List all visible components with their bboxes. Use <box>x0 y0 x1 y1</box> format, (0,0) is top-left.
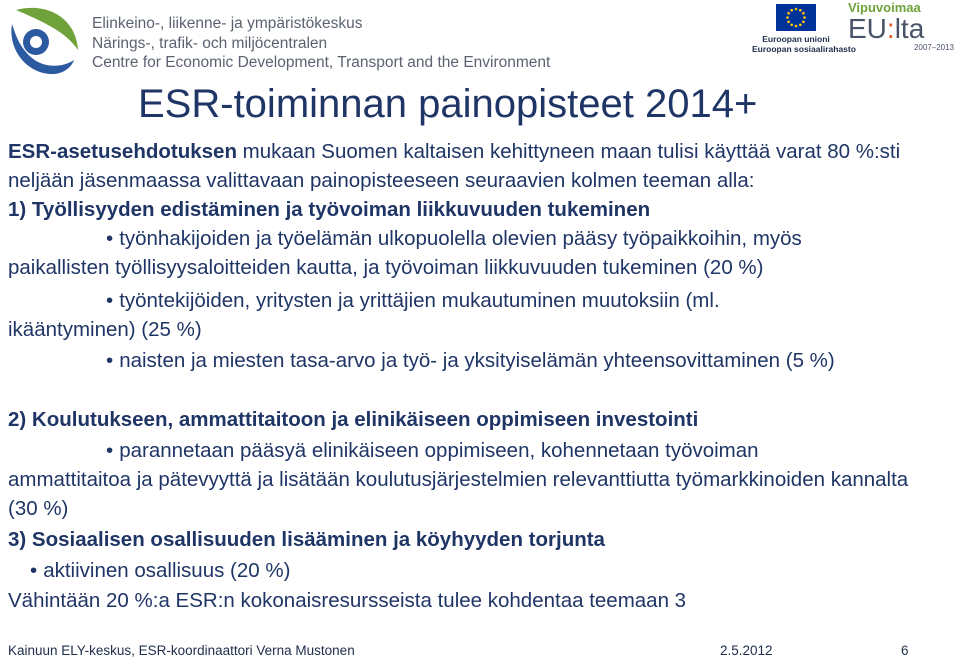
list-item-text: naisten ja miesten tasa-arvo ja työ- ja yksityiselämän yhteensovittaminen (5 %) <box>119 349 835 372</box>
list-item <box>8 224 953 253</box>
list-item-continuation: paikallisten työllisyysaloitteiden kautta, ja työvoiman liikkuvuuden tukeminen (20 %) <box>8 256 764 279</box>
ely-logo-icon <box>6 2 80 76</box>
org-name-fi: Elinkeino-, liikenne- ja ympäristökeskus <box>92 15 363 32</box>
bullet-icon: • <box>30 559 38 582</box>
list-item-text: työntekijöiden, yritysten ja yrittäjien mukautuminen muutoksiin (ml. <box>119 289 720 312</box>
list-item <box>8 286 953 315</box>
list-item-text: työnhakijoiden ja työelämän ulkopuolella olevien pääsy työpaikkoihin, myös <box>119 227 802 250</box>
list-item-text: aktiivinen osallisuus (20 %) <box>43 559 291 582</box>
organization-name <box>92 14 550 73</box>
footer-author: Kainuun ELY-keskus, ESR-koordinaattori Verna Mustonen <box>8 643 355 658</box>
intro-paragraph <box>8 137 953 195</box>
vipuvoimaa-title: Vipuvoimaa <box>848 0 921 15</box>
vipuvoimaa-logo <box>848 0 960 52</box>
org-name-en: Centre for Economic Development, Transport and the Environment <box>92 54 551 71</box>
closing-statement: Vähintään 20 %:a ESR:n kokonaisresursseista tulee kohdentaa teemaan 3 <box>8 589 687 612</box>
slide-body <box>8 137 953 615</box>
eulta-left: EU <box>848 13 887 44</box>
list-item-continuation: ammattitaitoa ja pätevyyttä ja lisätään koulutusjärjestelmien relevanttiutta työmarkkinoiden kannalta (30 %) <box>8 468 909 520</box>
eulta-wordmark <box>848 15 960 43</box>
intro-text: mukaan Suomen kaltaisen kehittyneen maan tulisi käyttää varat 80 %:sti neljään jäsenmaassa valittavaan painopisteeseen seuraavien kolmen teeman alla: <box>8 140 901 192</box>
list-item <box>8 346 953 375</box>
eu-emblem <box>752 4 856 54</box>
bullet-icon: • <box>106 439 114 462</box>
list-item <box>8 556 953 585</box>
section-3-heading: 3) Sosiaalisen osallisuuden lisääminen ja köyhyyden torjunta <box>8 528 605 551</box>
eu-flag-icon <box>776 4 816 31</box>
eulta-right: lta <box>894 13 925 44</box>
slide-header <box>0 0 960 80</box>
bullet-icon: • <box>106 289 114 312</box>
list-item-continuation: ikääntyminen) (25 %) <box>8 318 202 341</box>
program-years: 2007–2013 <box>913 43 954 52</box>
intro-bold: ESR-asetusehdotuksen <box>8 140 237 163</box>
list-item-text: parannetaan pääsyä elinikäiseen oppimiseen, kohennetaan työvoiman <box>119 439 759 462</box>
bullet-icon: • <box>106 349 114 372</box>
page-number: 6 <box>901 643 909 658</box>
section-2-heading: 2) Koulutukseen, ammattitaitoon ja elinikäiseen oppimiseen investointi <box>8 408 699 431</box>
footer-date: 2.5.2012 <box>720 643 773 658</box>
slide-title: ESR-toiminnan painopisteet 2014+ <box>138 82 758 126</box>
eu-caption-union: Euroopan unioni <box>762 34 830 44</box>
org-name-sv: Närings-, trafik- och miljöcentralen <box>92 34 328 52</box>
list-item <box>8 436 953 465</box>
eulta-colon: : <box>886 13 895 44</box>
spacer <box>8 375 953 405</box>
section-1-heading: 1) Työllisyyden edistäminen ja työvoiman liikkuvuuden tukeminen <box>8 198 651 221</box>
eu-caption-esf: Euroopan sosiaalirahasto <box>752 44 856 54</box>
bullet-icon: • <box>106 227 114 250</box>
